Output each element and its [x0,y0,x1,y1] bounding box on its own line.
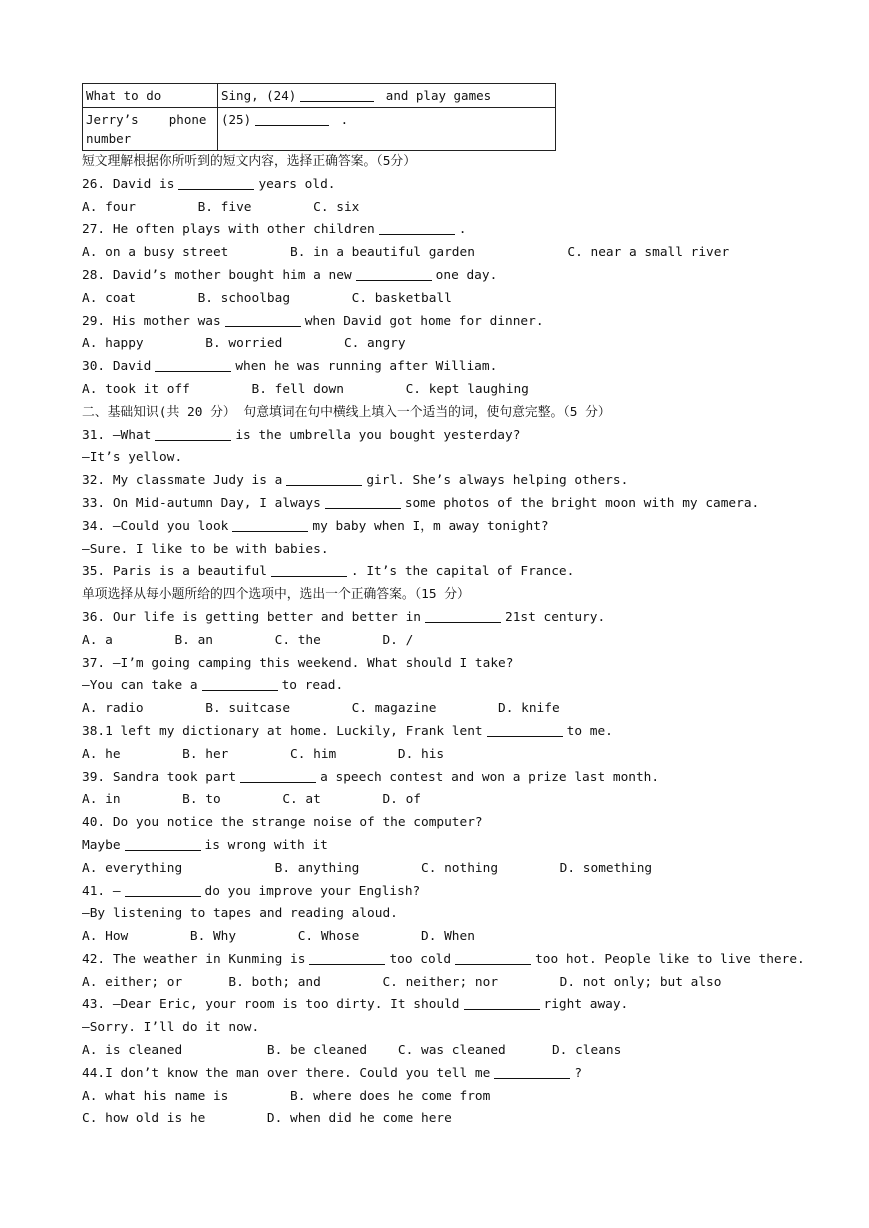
line-text: 二、基础知识(共 20 分） 句意填词在句中横线上填入一个适当的词，使句意完整。（5 分） [82,404,611,420]
line-text: 38.1 left my dictionary at home. Luckily, Frank lent [82,723,483,739]
line-text: A. four B. five C. six [82,199,360,215]
text-line [82,516,822,539]
text-line [82,1040,822,1063]
info-table [82,83,556,151]
answer-blank[interactable] [379,221,455,235]
cell-prefix: (25) [221,112,252,127]
line-text: 29. His mother was [82,313,221,329]
table-row [83,108,556,151]
line-text: to me. [566,723,613,739]
line-text: is the umbrella you bought yesterday? [235,427,521,443]
answer-blank[interactable] [125,883,201,897]
text-line [82,447,822,470]
answer-blank[interactable] [232,518,308,532]
line-text: A. is cleaned B. be cleaned C. was cleaned D. cleans [82,1043,622,1059]
answer-blank[interactable] [155,358,231,372]
line-text: —Sure. I like to be with babies. [82,541,329,557]
text-line [82,561,822,584]
text-line [82,356,822,379]
line-text: one day. [435,267,498,283]
text-line [82,242,822,265]
cell-prefix: Sing, (24) [221,88,297,103]
line-text: 27. He often plays with other children [82,222,375,238]
table-cell-label [83,84,218,108]
cell-suffix: . [333,112,349,127]
line-text: 31. —What [82,427,152,443]
text-line [82,333,822,356]
line-text: 42. The weather in Kunming is [82,951,306,967]
answer-blank[interactable] [356,267,432,281]
answer-blank[interactable] [178,176,254,190]
line-text: 30. David [82,359,152,375]
line-text: A. radio B. suitcase C. magazine D. knife [82,701,560,717]
text-line [82,539,822,562]
text-line [82,151,822,174]
worksheet-page [82,83,822,1131]
line-text: A. a B. an C. the D. / [82,632,414,648]
table-cell-label [83,108,218,151]
text-line [82,1017,822,1040]
answer-blank[interactable] [155,427,231,441]
text-line [82,926,822,949]
line-text: —It’s yellow. [82,450,183,466]
text-line [82,881,822,904]
line-text: Maybe [82,837,121,853]
line-text: 43. —Dear Eric, your room is too dirty. It should [82,997,460,1013]
text-line [82,1108,822,1131]
line-text: girl. She’s always helping others. [366,473,629,489]
line-text: to read. [281,678,344,694]
line-text: A. either; or B. both; and C. neither; nor D. not only; but also [82,974,722,990]
line-text: —Sorry. I’ll do it now. [82,1020,260,1036]
text-line [82,1086,822,1109]
text-line [82,675,822,698]
line-text: 21st century. [505,609,606,625]
answer-blank[interactable] [464,996,540,1010]
line-text: 32. My classmate Judy is a [82,473,283,489]
table-cell-value [218,84,556,108]
line-text: ? [574,1065,583,1081]
line-text: 44.I don’t know the man over there. Could you tell me [82,1065,491,1081]
line-text: when he was running after William. [235,359,498,375]
text-line [82,265,822,288]
line-text: a speech contest and won a prize last month. [320,769,660,785]
text-line [82,972,822,995]
line-text: A. in B. to C. at D. of [82,792,421,808]
text-line [82,425,822,448]
line-text: when David got home for dinner. [304,313,544,329]
line-text: 33. On Mid-autumn Day, I always [82,495,321,511]
line-text: 35. Paris is a beautiful [82,564,267,580]
line-text: 26. David is [82,176,175,192]
text-line [82,994,822,1017]
line-text: 39. Sandra took part [82,769,237,785]
answer-blank-24[interactable] [300,88,374,102]
cell-suffix: and play games [378,88,492,103]
text-line [82,197,822,220]
line-text: A. he B. her C. him D. his [82,746,445,762]
line-text: 40. Do you notice the strange noise of the computer? [82,815,483,831]
answer-blank[interactable] [309,951,385,965]
answer-blank[interactable] [125,837,201,851]
answer-blank[interactable] [271,563,347,577]
answer-blank[interactable] [487,723,563,737]
answer-blank[interactable] [286,472,362,486]
table-row [83,84,556,108]
line-text: A. on a busy street B. in a beautiful garden C. near a small river [82,245,730,261]
label-number: number [86,131,132,146]
answer-blank[interactable] [494,1065,570,1079]
text-line [82,858,822,881]
text-line [82,379,822,402]
text-line [82,311,822,334]
line-text: years old. [258,176,336,192]
text-line [82,789,822,812]
line-text: A. everything B. anything C. nothing D. something [82,860,653,876]
line-text: 28. David’s mother bought him a new [82,267,352,283]
text-line [82,470,822,493]
line-text: too cold [389,951,452,967]
text-line [82,219,822,242]
line-text: —You can take a [82,678,198,694]
label-phone: Jerry’s phone [86,112,207,127]
line-text: 36. Our life is getting better and better in [82,609,421,625]
text-line [82,630,822,653]
answer-blank[interactable] [455,951,531,965]
text-line [82,744,822,767]
text-line [82,721,822,744]
line-text: —By listening to tapes and reading aloud. [82,906,398,922]
text-line [82,767,822,790]
line-text: A. coat B. schoolbag C. basketball [82,290,452,306]
text-line [82,698,822,721]
text-line [82,288,822,311]
line-text: 41. — [82,883,121,899]
line-text: 37. —I’m going camping this weekend. What should I take? [82,655,514,671]
answer-blank[interactable] [425,609,501,623]
text-line [82,607,822,630]
line-text: C. how old is he D. when did he come here [82,1111,452,1127]
question-list [82,151,822,1131]
label-what-to-do: What to do [86,88,162,103]
answer-blank-25[interactable] [255,112,329,126]
line-text: A. what his name is B. where does he come from [82,1088,491,1104]
line-text: right away. [543,997,629,1013]
text-line [82,903,822,926]
answer-blank[interactable] [202,677,278,691]
line-text: A. happy B. worried C. angry [82,336,406,352]
text-line [82,1063,822,1086]
line-text: . [458,222,467,238]
table-cell-value [218,108,556,151]
text-line [82,493,822,516]
line-text: 单项选择从每小题所给的四个选项中，选出一个正确答案。（15 分） [82,587,470,603]
line-text: . It’s the capital of France. [350,564,575,580]
line-text: too hot. People like to live there. [535,951,805,967]
line-text: is wrong with it [204,837,328,853]
line-text: 34. —Could you look [82,518,229,534]
line-text: A. How B. Why C. Whose D. When [82,929,475,945]
answer-blank[interactable] [325,495,401,509]
text-line [82,653,822,676]
text-line [82,835,822,858]
line-text: some photos of the bright moon with my camera. [404,495,760,511]
text-line [82,584,822,607]
line-text: 短文理解根据你所听到的短文内容，选择正确答案。（5分） [82,154,417,169]
text-line [82,174,822,197]
text-line [82,812,822,835]
text-line [82,949,822,972]
answer-blank[interactable] [240,769,316,783]
line-text: A. took it off B. fell down C. kept laughing [82,381,529,397]
line-text: my baby when I，m away tonight? [312,518,549,534]
line-text: do you improve your English? [204,883,421,899]
answer-blank[interactable] [225,313,301,327]
text-line [82,402,822,425]
